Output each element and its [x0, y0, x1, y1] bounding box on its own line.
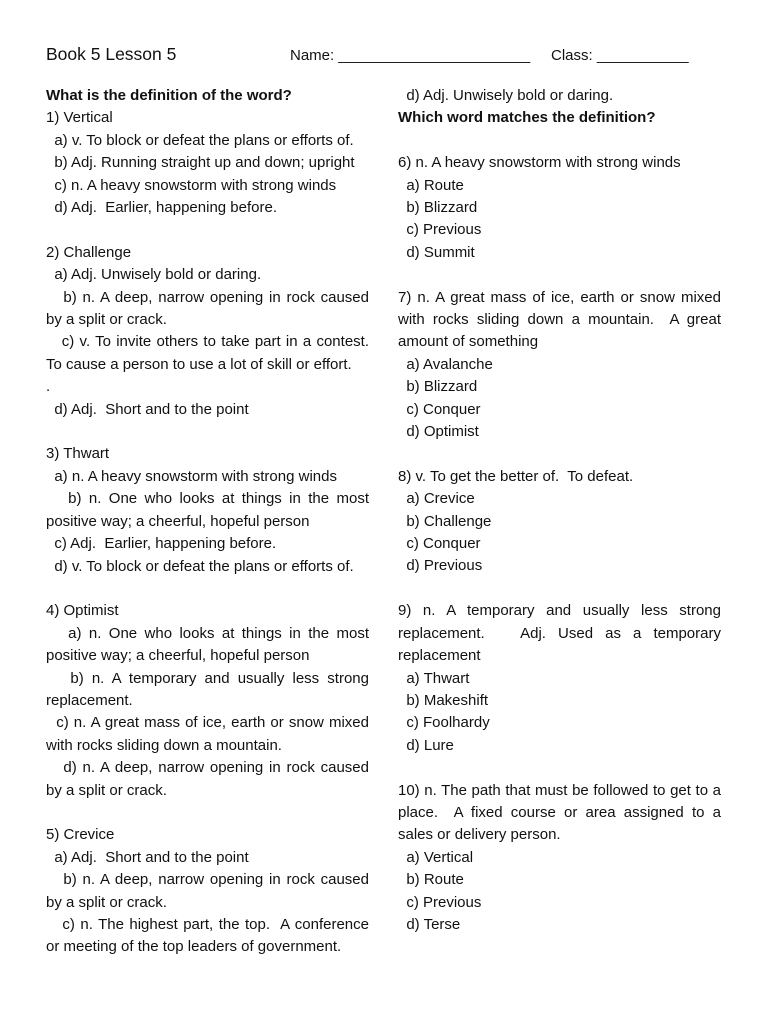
question-8	[398, 466, 721, 578]
option-a: a) Avalanche	[398, 355, 493, 373]
option-b: b) Challenge	[398, 512, 492, 530]
question-definition: 9) n. A temporary and usually less strong replacement. Adj. Used as a temporary replacement	[398, 602, 726, 665]
option-c: c) Conquer	[398, 535, 481, 553]
option-b: b) Adj. Running straight up and down; upright	[46, 154, 355, 172]
question-word: 1) Vertical	[46, 109, 113, 127]
option-b: b) Route	[398, 871, 464, 889]
option-a: a) Thwart	[398, 669, 470, 687]
option-c: c) n. A great mass of ice, earth or snow mixed with rocks sliding down a mountain.	[46, 714, 374, 754]
question-word: 2) Challenge	[46, 243, 132, 261]
option-a: a) Adj. Unwisely bold or daring.	[46, 266, 262, 284]
question-5	[46, 824, 374, 958]
option-a: a) n. A heavy snowstorm with strong winds	[46, 467, 337, 485]
question-definition: 10) n. The path that must be followed to get to a place. A fixed course or area assigned to a sales or delivery person.	[398, 781, 726, 844]
option-d: d) Adj. Short and to the point	[46, 400, 249, 418]
question-definition: 7) n. A great mass of ice, earth or snow mixed with rocks sliding down a mountain. A great amount of something	[398, 288, 726, 351]
option-d: d) Optimist	[398, 423, 479, 441]
option-d: d) Adj. Earlier, happening before.	[46, 199, 277, 217]
option-d: d) v. To block or defeat the plans or efforts of.	[46, 557, 354, 575]
option-d: d) Previous	[398, 557, 483, 575]
option-a: a) v. To block or defeat the plans or efforts of.	[46, 131, 354, 149]
right-column	[398, 85, 726, 936]
worksheet-header	[46, 44, 726, 68]
option-d: d) Lure	[398, 736, 454, 754]
option-c: c) Previous	[398, 893, 482, 911]
option-c: c) Previous	[398, 221, 482, 239]
option-c: c) Adj. Earlier, happening before.	[46, 535, 277, 553]
question-6	[398, 152, 721, 264]
question-word: 5) Crevice	[46, 826, 115, 844]
option-b: b) n. One who looks at things in the most positive way; a cheerful, hopeful person	[46, 490, 374, 530]
option-c: c) n. The highest part, the top. A conference or meeting of the top leaders of government.	[46, 915, 374, 956]
option-a: a) Vertical	[398, 848, 474, 866]
option-a: a) n. One who looks at things in the most positive way; a cheerful, hopeful person	[46, 624, 374, 665]
question-definition: 8) v. To get the better of. To defeat.	[398, 467, 634, 485]
name-field: Name: _______________________	[290, 47, 531, 64]
option-d: d) n. A deep, narrow opening in rock caused by a split or crack.	[46, 759, 374, 799]
option-b: b) n. A deep, narrow opening in rock caused by a split or crack.	[46, 871, 374, 911]
option-c-continuation: .	[46, 378, 51, 396]
question-word: 4) Optimist	[46, 602, 119, 620]
option-b: b) Makeshift	[398, 691, 489, 709]
option-b: b) Blizzard	[398, 199, 478, 217]
question-definition: 6) n. A heavy snowstorm with strong winds	[398, 154, 681, 172]
question-3	[46, 443, 374, 577]
section-heading-definitions: What is the definition of the word?	[46, 87, 292, 104]
question-5-option-d: d) Adj. Unwisely bold or daring.	[398, 87, 614, 104]
question-9	[398, 600, 726, 757]
worksheet-title: Book 5 Lesson 5	[46, 44, 177, 64]
option-b: b) n. A temporary and usually less strong replacement.	[46, 669, 374, 709]
question-10	[398, 780, 726, 937]
option-a: a) Route	[398, 176, 464, 194]
option-c: c) n. A heavy snowstorm with strong winds	[46, 176, 337, 194]
option-c: c) v. To invite others to take part in a contest. To cause a person to use a lot of skill or effort.	[46, 333, 373, 373]
section-heading-matching: Which word matches the definition?	[398, 109, 656, 127]
question-7	[398, 287, 726, 444]
option-a: a) Crevice	[398, 490, 475, 508]
option-d: d) Summit	[398, 243, 475, 261]
question-word: 3) Thwart	[46, 445, 110, 463]
option-a: a) Adj. Short and to the point	[46, 848, 249, 866]
question-1	[46, 107, 369, 219]
option-c: c) Foolhardy	[398, 714, 490, 732]
option-b: b) Blizzard	[398, 378, 478, 396]
question-4	[46, 600, 374, 802]
option-c: c) Conquer	[398, 400, 481, 418]
option-b: b) n. A deep, narrow opening in rock caused by a split or crack.	[46, 288, 374, 329]
left-column	[46, 85, 374, 959]
option-d: d) Terse	[398, 915, 461, 933]
question-2	[46, 242, 374, 421]
class-field: Class: ___________	[551, 47, 689, 64]
